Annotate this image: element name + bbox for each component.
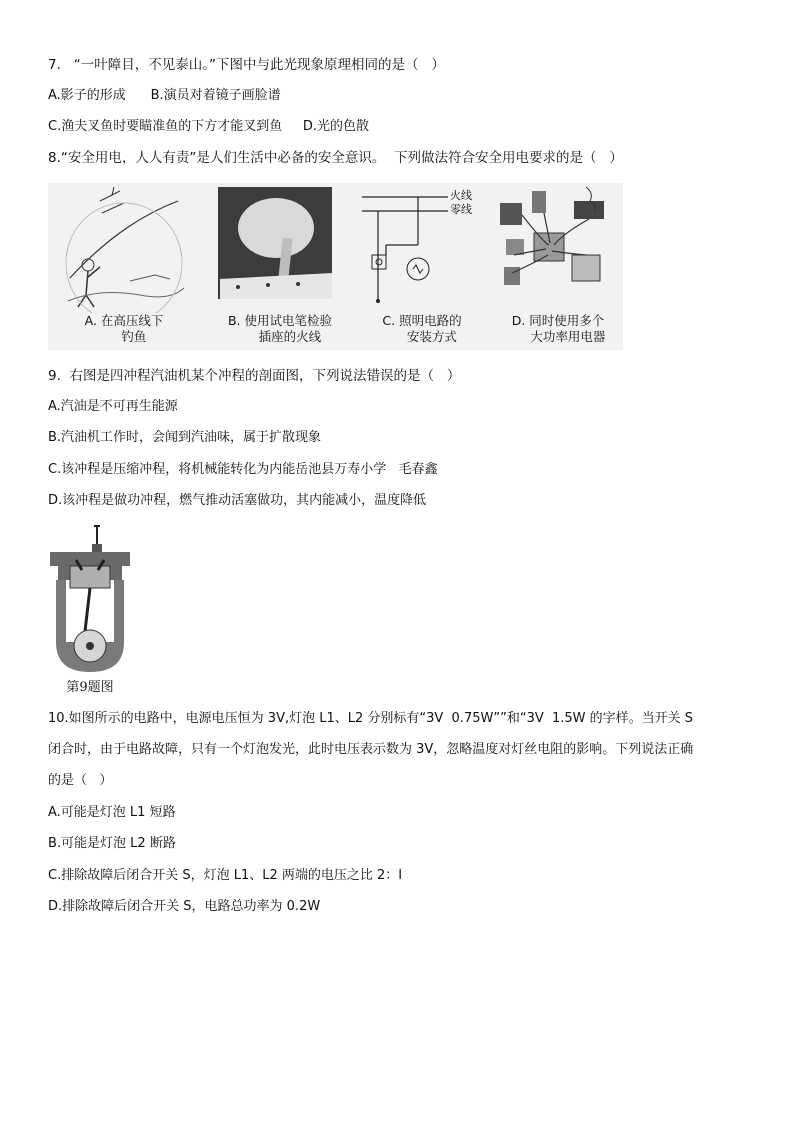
neutral-wire-label: 零线 [450,203,472,216]
q8-figure-panel [48,183,623,350]
q9-stem: 9. 右图是四冲程汽油机某个冲程的剖面图，下列说法错误的是（ ） [48,368,461,384]
q8-caption-a: A. 在高压线下 钓鱼 [84,313,164,344]
q7-options-row1: A.影子的形成 B.演员对着镜子画脸谱 [48,88,281,103]
q7-stem: 7. “一叶障目，不见泰山。”下图中与此光现象原理相同的是（ ） [48,57,445,73]
q10-option-c: C.排除故障后闭合开关 S，灯泡 L1、L2 两端的电压之比 2：I [48,868,403,883]
engine-cross-section [48,522,132,676]
q8-figure-c [358,183,486,350]
q8-caption-c: C. 照明电路的 安装方式 [382,313,462,344]
q8-figure-b [216,183,344,350]
q8-caption-d: D. 同时使用多个 大功率用电器 [511,313,606,344]
q8-figure-a [60,183,188,350]
q10-stem-line1: 10.如图所示的电路中，电源电压恒为 3V,灯泡 L1、L2 分别标有“3V 0.75W””和“3V 1.5W 的字样。当开关 S [48,711,694,726]
test-pen-photo [216,183,344,313]
q10-option-a: A.可能是灯泡 L1 短路 [48,805,176,820]
q9-option-c: C.该冲程是压缩冲程，将机械能转化为内能岳池县万寿小学 毛春鑫 [48,462,438,477]
q9-figure [48,522,132,698]
q10-option-d: D.排除故障后闭合开关 S，电路总功率为 0.2W [48,899,321,914]
q8-figure-d [494,183,622,350]
q10-stem-line3: 的是（ ） [48,773,113,788]
q10-stem-line2: 闭合时，由于电路故障，只有一个灯泡发光，此时电压表示数为 3V，忽略温度对灯丝电阻的影响。下列说法正确 [48,742,694,757]
q9-option-a: A.汽油是不可再生能源 [48,399,178,414]
q9-figure-caption: 第9题图 [66,680,114,695]
q8-stem: 8.“安全用电，人人有责”是人们生活中必备的安全意识。 下列做法符合安全用电要求的是（ ） [48,150,623,166]
q8-caption-b: B. 使用试电笔检验 插座的火线 [227,313,333,344]
q9-option-d: D.该冲程是做功冲程，燃气推动活塞做功，其内能减小，温度降低 [48,493,427,508]
q9-option-b: B.汽油机工作时，会闻到汽油味，属于扩散现象 [48,430,322,445]
q10-option-b: B.可能是灯泡 L2 断路 [48,836,176,851]
live-wire-label: 火线 [450,189,472,202]
appliances-illustration [494,183,622,313]
fishing-illustration [60,183,188,313]
q7-options-row2: C.渔夫叉鱼时要瞄准鱼的下方才能叉到鱼 D.光的色散 [48,119,370,134]
